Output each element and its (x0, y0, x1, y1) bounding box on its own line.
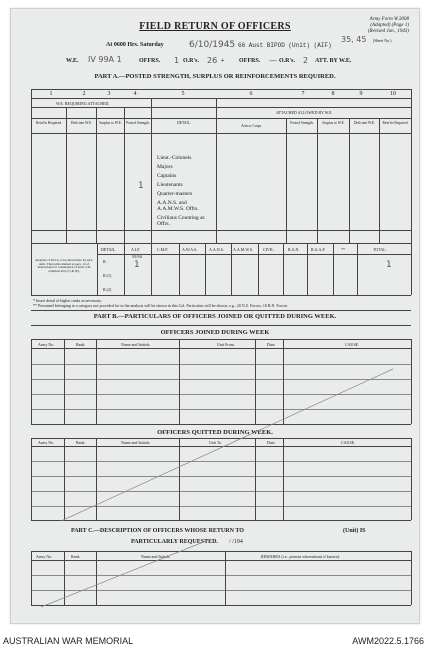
return-date: 6/10/1945 (189, 40, 236, 50)
analysis-head-raaf: R.A.A.F. (311, 247, 326, 252)
analysis-head-awas: A.W.A.S. (182, 247, 198, 252)
joined-col-cause: CAUSE. (345, 342, 360, 347)
note-2: ** Personnel belonging to a category not provided for in the analysis will be shown in this Col. Particulars will be shown, e.g., 20 N.Z. Forces; 10 R.N. Forces. (33, 303, 289, 308)
col-label-4: Posted Strength. (126, 121, 150, 125)
att-label: ATT. BY W.E. (315, 58, 352, 64)
part-c-date: / /194 (229, 539, 243, 545)
ors-value: 26 (207, 56, 218, 65)
col-num-7: 7 (301, 91, 305, 97)
att-value: 2 (303, 56, 309, 65)
part-b-heading: PART B.—PARTICULARS OF OFFICERS JOINED OR QUITTED DURING WEEK. (93, 313, 337, 320)
analysis-row-r: R. (103, 259, 107, 264)
col-num-9: 9 (359, 91, 363, 97)
analysis-row-r1: R.(1) (103, 273, 112, 278)
part-a-heading: PART A.—POSTED STRENGTH, SURPLUS OR REINFORCEMENTS REQUIRED. (94, 73, 336, 80)
total-value: 1 (386, 260, 392, 270)
ors2-value: — (269, 56, 277, 65)
quitted-col-cause: CAUSE. (341, 440, 356, 445)
col-label-9: Deficient W.E. (353, 121, 376, 125)
analysis-head-civil: CIVIL. (263, 247, 275, 252)
joined-col-rank: Rank. (76, 342, 86, 347)
part-c-requested: PARTICULARLY REQUESTED. (131, 539, 218, 545)
col-label-7: Posted Strength. (290, 121, 314, 125)
we-value: IV 99A 1 (88, 55, 122, 64)
we-group-label: W.E. REQUIRING ATTACHED. (56, 101, 110, 106)
analysis-row-r2: R.(2) (103, 287, 112, 292)
part-c-col-name: Name and Initials. (141, 554, 171, 559)
col-label-6: Arm or Corps. (241, 124, 262, 128)
joined-col-name: Name and Initials. (121, 342, 151, 347)
quitted-col-rank: Rank. (76, 440, 86, 445)
col-label-3: Surplus to W.E. (99, 121, 122, 125)
footer (0, 633, 427, 651)
analysis-head-total: TOTAL. (373, 247, 387, 252)
analysis-head-detail: DETAIL. (101, 247, 117, 252)
plus-sign: + (221, 58, 225, 64)
footer-accession-number: AWM2022.5.1766 (352, 636, 424, 646)
analysis-head-aamws: A.A.M.W.S. (233, 247, 253, 252)
col-num-4: 4 (133, 91, 137, 97)
rank-aans-aamws: A.A.N.S. and A.A.M.W.S. Offrs. (157, 200, 199, 212)
quitted-heading: OFFICERS QUITTED DURING WEEK. (157, 429, 273, 436)
sheet-number-label: (Sheet No.) (373, 38, 392, 43)
unit-name: 66 Aust BIPOD (Unit) (AIF) (238, 42, 332, 49)
joined-col-army-no: Army No. (38, 342, 55, 347)
rank-lieutenants: Lieutenants (157, 182, 183, 188)
col-num-10: 10 (390, 91, 396, 97)
rank-quarter-masters: Quarter-masters (157, 191, 193, 197)
col-num-3: 3 (107, 91, 111, 97)
col-label-5: DETAIL. (177, 121, 191, 125)
note-1: * Insert detail of higher ranks as necessary. (33, 298, 102, 303)
rank-lieut-colonels: Lieut.-Colonels (157, 155, 192, 161)
col-num-2: 2 (82, 91, 86, 97)
col-num-6: 6 (249, 91, 253, 97)
sheet-number-value: 35, 45 (341, 35, 367, 44)
quitted-col-army-no: Army No. (38, 440, 55, 445)
col-label-10: Rein'fts Required. (382, 121, 409, 125)
col-num-1: 1 (49, 91, 53, 97)
offrs-label: OFFRS. (139, 58, 161, 64)
quitted-col-unit: Unit To. (209, 440, 223, 445)
joined-heading: OFFICERS JOINED DURING WEEK (160, 329, 270, 336)
form-title: FIELD RETURN OF OFFICERS (139, 21, 291, 32)
we-label: W.E. (66, 58, 79, 64)
strike-through-lines (11, 9, 419, 623)
att-group-label: ATTACHED ALLOWED BY W.E. (276, 110, 333, 115)
analysis-head-aans: A.A.N.S. (209, 247, 224, 252)
form-id-line-2: (Adapted) (Page 1) (370, 23, 409, 28)
form-id-line-3: (Revised Jan., 1943) (367, 29, 409, 34)
analysis-head-cmf: C.M.F. (157, 247, 169, 252)
quitted-col-name: Name and Initials. (121, 440, 151, 445)
posted-strength-value: 1 (138, 181, 144, 191)
analysis-head-aif: A.I.F. (131, 247, 141, 252)
part-c-unit-label: (Unit) IS (343, 528, 366, 534)
analysis-note: Analysis of Part A. to be shown here by ALL units. Their units marked as para. 12 of instructions for consultation of form, will complete Part (C) & (E). (35, 258, 93, 273)
part-c-heading: PART C.—DESCRIPTION OF OFFICERS WHOSE RETURN TO (71, 528, 244, 534)
footer-institution: AUSTRALIAN WAR MEMORIAL (3, 636, 134, 646)
col-num-8: 8 (331, 91, 335, 97)
aif-handwritten-note: WAB (132, 255, 143, 260)
col-label-8: Surplus to W.E. (322, 121, 345, 125)
offrs-value: 1 (174, 56, 180, 65)
offrs2-label: OFFRS. (239, 58, 261, 64)
joined-col-date: Date. (267, 342, 276, 347)
col-label-2: Deficient W.E. (70, 121, 93, 125)
part-c-col-remarks: REMARKS (i.e., present whereabouts if known). (261, 554, 340, 559)
quitted-col-date: Date. (267, 440, 276, 445)
ors2-label: O.R's. (279, 58, 296, 64)
rank-civilians: Civilians Counting as Offrs. (157, 215, 205, 227)
ors-label: O.R's. (183, 58, 200, 64)
rank-captains: Captains (157, 173, 177, 179)
analysis-head-other: ** (341, 247, 345, 252)
aif-value: 1 (134, 260, 140, 270)
col-label-1: Rein'fts Required. (36, 121, 62, 125)
form-page (10, 8, 420, 624)
joined-col-unit: Unit From. (217, 342, 235, 347)
rank-majors: Majors (157, 164, 173, 170)
col-num-5: 5 (181, 91, 185, 97)
part-c-col-army-no: Army No. (36, 554, 53, 559)
part-c-col-rank: Rank. (71, 554, 81, 559)
form-id-line-1: Army Form W.3008 (369, 17, 409, 22)
at-hours-label: At 0600 Hrs. Saturday (106, 42, 164, 48)
analysis-head-ran: R.A.N. (288, 247, 300, 252)
